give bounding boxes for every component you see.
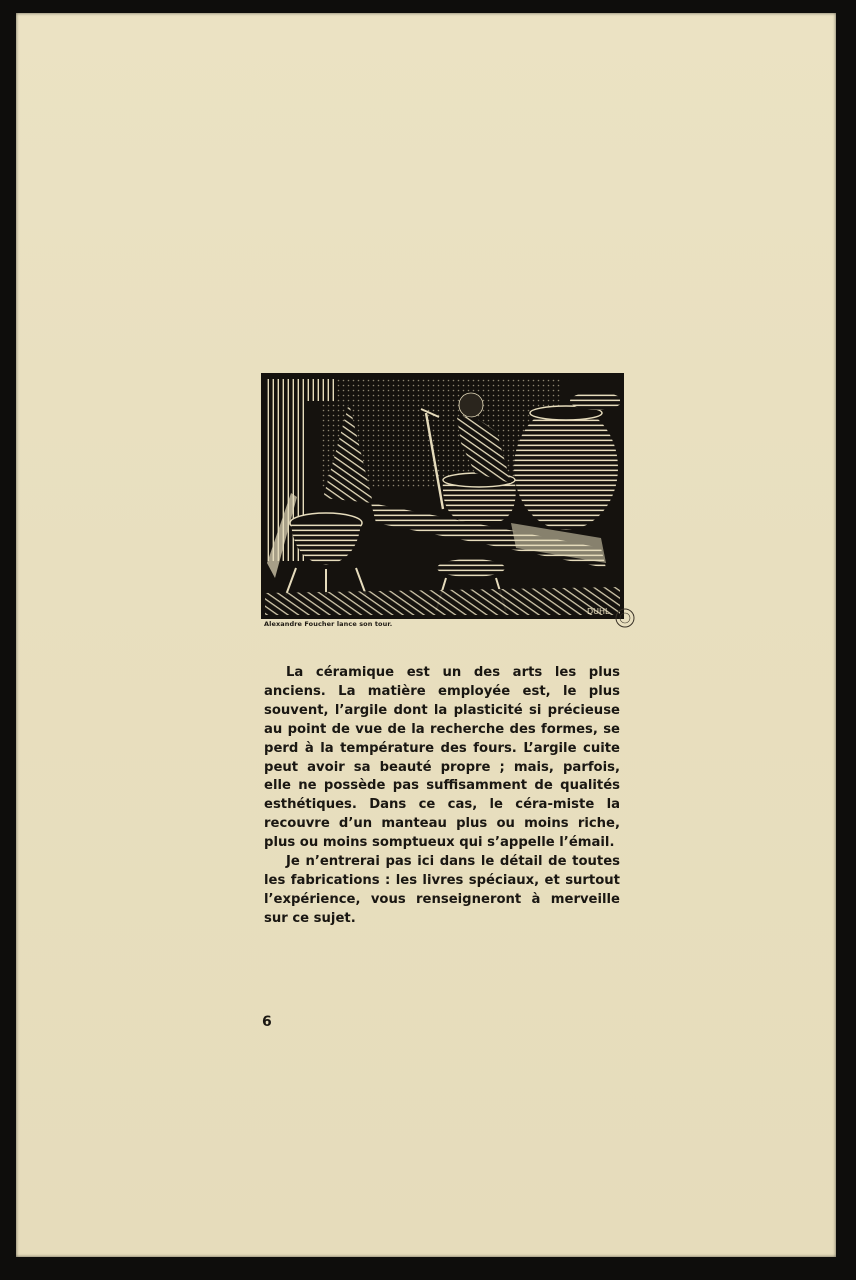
- paragraph-2: Je n’entrerai pas ici dans le détail de toutes les fabrications : les livres spéciaux, et surtout l’expérience, vous renseigneront à merveille sur ce sujet.: [264, 854, 620, 926]
- body-text: [264, 664, 620, 929]
- woodcut-illustration: [261, 373, 624, 619]
- illustration-caption: Alexandre Foucher lance son tour.: [264, 620, 393, 628]
- paragraph-1: La céramique est un des arts les plus anciens. La matière employée est, le plus souvent, l’argile dont la plasticité si précieuse au point de vue de la recherche des formes, se perd à la température des fours. L’argile cuite peut avoir sa beauté propre ; mais, parfois, elle ne possède pas suffisamment de qualités esthétiques. Dans ce cas, le céra-miste la recouvre d’un manteau plus ou moins riche, plus ou moins somptueux qui s’appelle l’émail.: [264, 665, 620, 851]
- artist-signature: DUHL: [587, 607, 610, 616]
- woodcut-image: [261, 373, 624, 619]
- library-stamp-icon: [614, 607, 636, 629]
- document-page: [16, 13, 836, 1257]
- page-number: 6: [262, 1014, 272, 1030]
